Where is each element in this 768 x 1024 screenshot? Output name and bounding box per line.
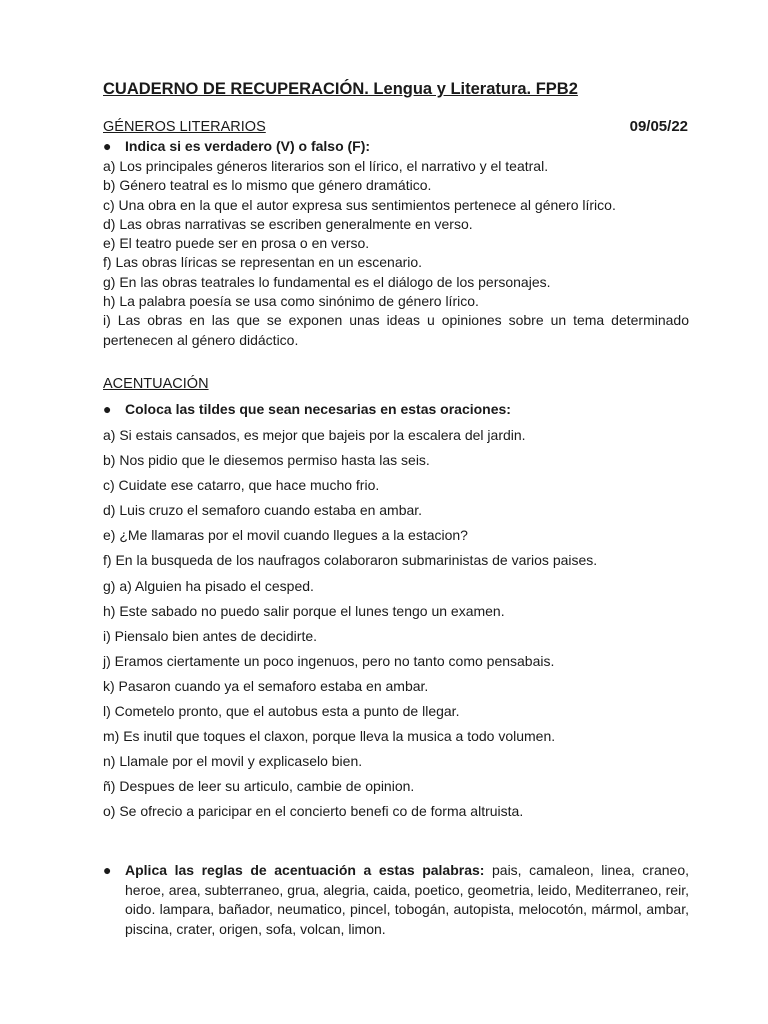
list-item: d) Las obras narrativas se escriben generalmente en verso. xyxy=(103,215,473,232)
list-item: e) El teatro puede ser en prosa o en verso. xyxy=(103,235,370,252)
list-item: h) Este sabado no puedo salir porque el lunes tengo un examen. xyxy=(103,602,505,619)
list-item: c) Una obra en la que el autor expresa sus sentimientos pertenece al género lírico. xyxy=(103,196,616,213)
instruction-acentuacion xyxy=(103,401,511,417)
instruction-text: Coloca las tildes que sean necesarias en estas oraciones: xyxy=(125,401,511,417)
document-date: 09/05/22 xyxy=(629,118,688,135)
list-item: i) Las obras en las que se exponen unas ideas u opiniones sobre un tema determinado pertenecen al género didáctico. xyxy=(103,312,689,348)
bullet-icon: ● xyxy=(103,862,112,878)
list-item: g) a) Alguien ha pisado el cesped. xyxy=(103,577,314,594)
list-item: b) Género teatral es lo mismo que género dramático. xyxy=(103,177,432,194)
list-acentuacion xyxy=(103,423,689,825)
bullet-icon: ● xyxy=(103,401,112,417)
list-item: a) Los principales géneros literarios son el lírico, el narrativo y el teatral. xyxy=(103,158,549,174)
page-title: CUADERNO DE RECUPERACIÓN. Lengua y Literatura. FPB2 xyxy=(103,80,578,98)
list-item: l) Cometelo pronto, que el autobus esta a punto de llegar. xyxy=(103,703,460,720)
list-item: m) Es inutil que toques el claxon, porque lleva la musica a todo volumen. xyxy=(103,728,556,745)
list-item: o) Se ofrecio a paricipar en el concierto benefi co de forma altruista. xyxy=(103,803,524,820)
instruction-generos xyxy=(103,138,370,154)
word-list: pais, camaleon, linea, craneo, heroe, area, subterraneo, grua, alegria, caida, poetico, geometria, leido, Mediterraneo, reir, oido. lampara, bañador, neumatico, pincel, tobogán, autopista, melocotón, mármol, ambar, piscina, crater, origen, sofa, volcan, limon. xyxy=(125,862,689,937)
paragraph-palabras xyxy=(125,861,689,939)
list-item: ñ) Despues de leer su articulo, cambie de opinion. xyxy=(103,778,415,795)
list-item: b) Nos pidio que le diesemos permiso hasta las seis. xyxy=(103,452,430,469)
list-item: f) Las obras líricas se representan en un escenario. xyxy=(103,254,423,271)
list-item: g) En las obras teatrales lo fundamental es el diálogo de los personajes. xyxy=(103,273,551,290)
section-heading-acentuacion: ACENTUACIÓN xyxy=(103,376,209,392)
bullet-icon: ● xyxy=(103,138,112,154)
list-item: k) Pasaron cuando ya el semaforo estaba en ambar. xyxy=(103,677,429,694)
list-item: f) En la busqueda de los naufragos colaboraron submarinistas de varios paises. xyxy=(103,552,598,569)
list-item: e) ¿Me llamaras por el movil cuando llegues a la estacion? xyxy=(103,527,468,544)
instruction-text: Indica si es verdadero (V) o falso (F): xyxy=(125,138,371,154)
list-item: d) Luis cruzo el semaforo cuando estaba en ambar. xyxy=(103,502,423,519)
instruction-palabras xyxy=(103,861,689,939)
list-item: n) Llamale por el movil y explicaselo bien. xyxy=(103,753,363,770)
list-item: h) La palabra poesía se usa como sinónimo de género lírico. xyxy=(103,293,479,310)
list-item: c) Cuidate ese catarro, que hace mucho frio. xyxy=(103,477,380,494)
list-item: j) Eramos ciertamente un poco ingenuos, pero no tanto como pensabais. xyxy=(103,652,555,669)
instruction-text: Aplica las reglas de acentuación a estas palabras: xyxy=(125,862,485,878)
list-item: i) Piensalo bien antes de decidirte. xyxy=(103,627,318,644)
list-item: a) Si estais cansados, es mejor que bajeis por la escalera del jardin. xyxy=(103,427,526,443)
list-generos xyxy=(103,157,689,350)
section-heading-generos: GÉNEROS LITERARIOS xyxy=(103,119,266,135)
